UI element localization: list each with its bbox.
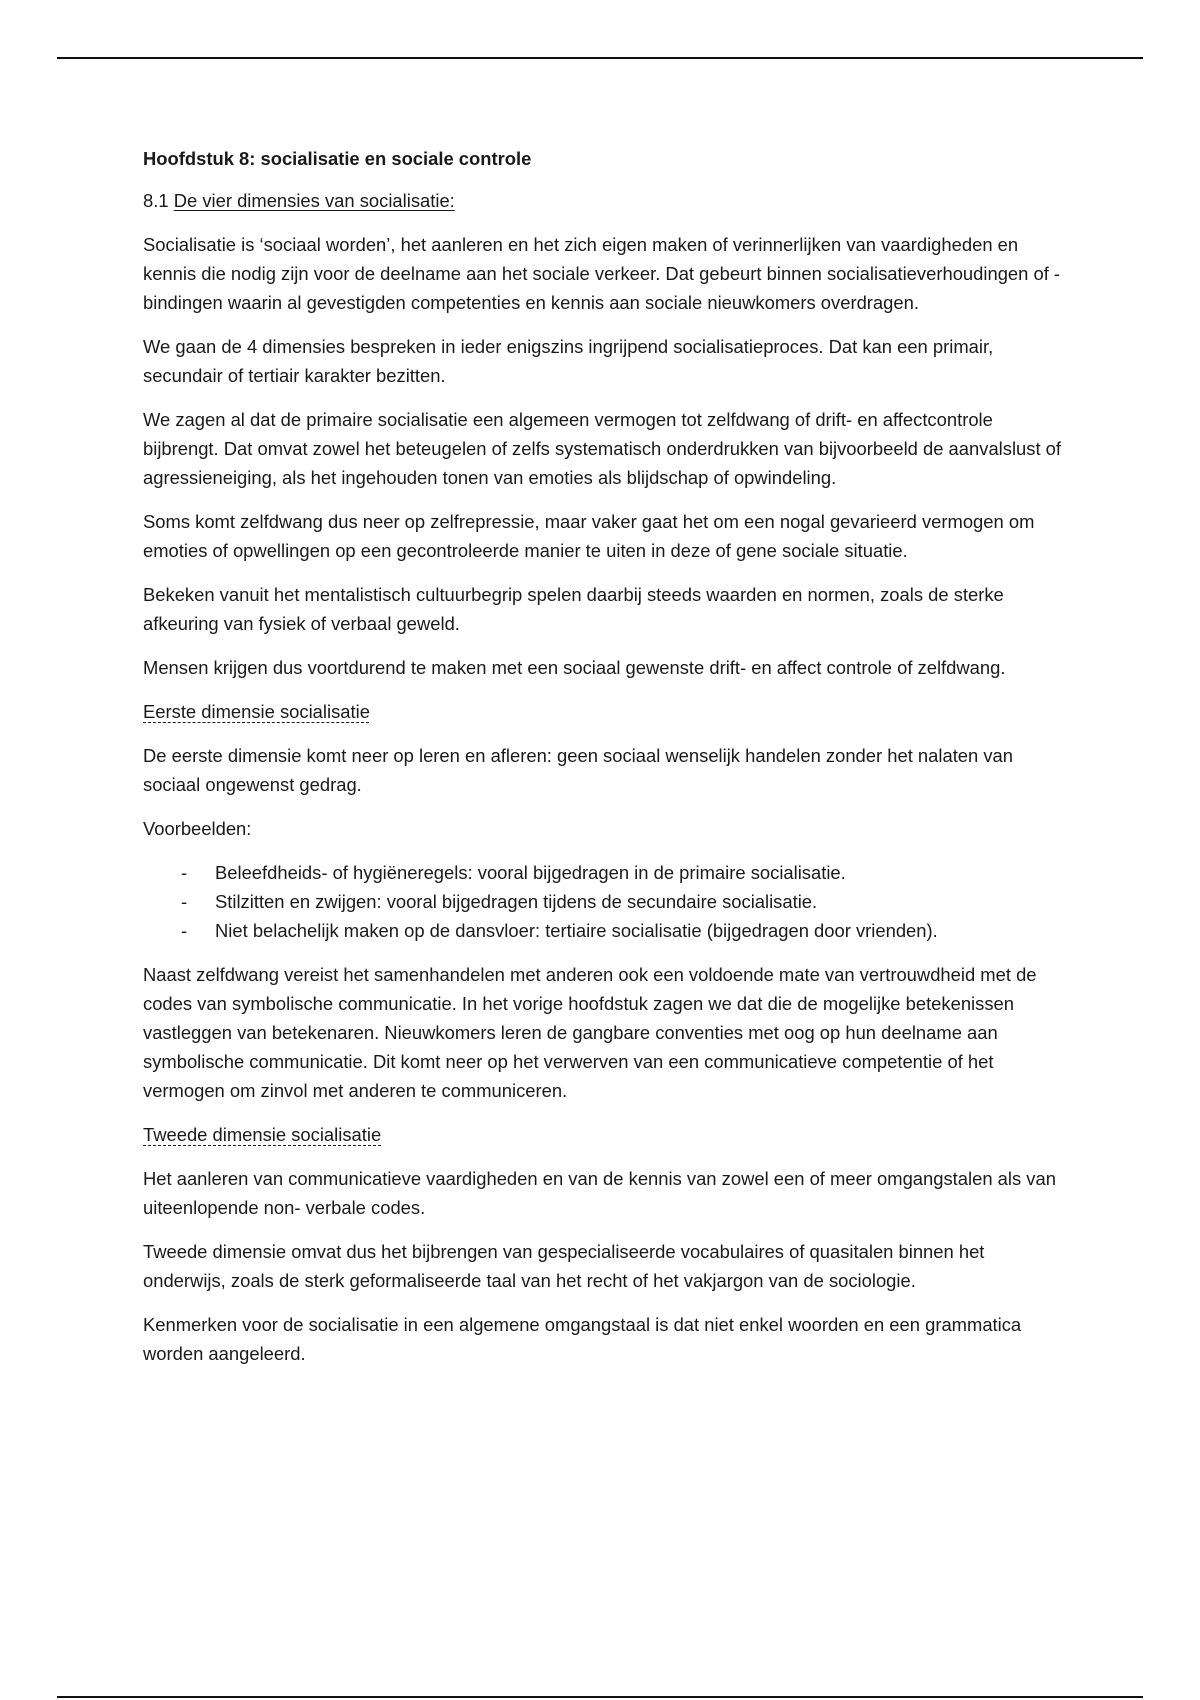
section-number: 8.1	[143, 190, 169, 211]
examples-list	[143, 858, 1063, 945]
list-item-text: Stilzitten en zwijgen: vooral bijgedragen tijdens de secundaire socialisatie.	[215, 891, 818, 912]
bullet-dash: -	[181, 862, 188, 883]
section-heading	[143, 186, 1063, 215]
document-body	[143, 144, 1063, 1383]
paragraph-communicative-skills: Het aanleren van communicatieve vaardigheden en van de kennis van zowel een of meer omgangstalen als van uiteenlopende non- verbale codes.	[143, 1168, 1056, 1218]
list-item	[143, 887, 1063, 916]
paragraph-specialised-vocabularies: Tweede dimensie omvat dus het bijbrengen van gespecialiseerde vocabulaires of quasitalen binnen het onderwijs, zoals de sterk geformaliseerde taal van het recht of het vakjargon van de sociologie.	[143, 1241, 985, 1291]
paragraph-communicative-competence: Naast zelfdwang vereist het samenhandelen met anderen ook een voldoende mate van vertrouwdheid met de codes van symbolische communicatie. In het vorige hoofdstuk zagen we dat die de mogelijke betekenissen vastleggen van betekenaren. Nieuwkomers leren de gangbare conventies met oog op hun deelname aan symbolische communicatie. Dit komt neer op het verwerven van een communicatieve competentie of het vermogen om zinvol met anderen te communiceren.	[143, 964, 1037, 1101]
first-dimension-heading-text: Eerste dimensie socialisatie	[143, 701, 370, 722]
bullet-dash: -	[181, 891, 188, 912]
second-dimension-heading	[143, 1120, 1063, 1149]
second-dimension-heading-text: Tweede dimensie socialisatie	[143, 1124, 382, 1145]
paragraph-mentalist-culture: Bekeken vanuit het mentalistisch cultuurbegrip spelen daarbij steeds waarden en normen, zoals de sterke afkeuring van fysiek of verbaal geweld.	[143, 584, 1004, 634]
paragraph-four-dimensions: We gaan de 4 dimensies bespreken in ieder enigszins ingrijpend socialisatieproces. Dat kan een primair, secundair of tertiair karakter bezitten.	[143, 336, 994, 386]
paragraph-self-restraint: Mensen krijgen dus voortdurend te maken met een sociaal gewenste drift- en affect controle of zelfdwang.	[143, 657, 1006, 678]
header-rule	[57, 57, 1143, 59]
paragraph-common-language: Kenmerken voor de socialisatie in een algemene omgangstaal is dat niet enkel woorden en een grammatica worden aangeleerd.	[143, 1314, 1022, 1364]
footer-rule	[57, 1696, 1143, 1698]
chapter-title: Hoofdstuk 8: socialisatie en sociale controle	[143, 148, 532, 169]
list-item-text: Beleefdheids- of hygiëneregels: vooral bijgedragen in de primaire socialisatie.	[215, 862, 846, 883]
bullet-dash: -	[181, 920, 188, 941]
examples-label: Voorbeelden:	[143, 818, 252, 839]
list-item	[143, 916, 1063, 945]
section-title: De vier dimensies van socialisatie:	[173, 190, 455, 211]
paragraph-self-repression: Soms komt zelfdwang dus neer op zelfrepressie, maar vaker gaat het om een nogal gevarieerd vermogen om emoties of opwellingen op een gecontroleerde manier te uiten in deze of gene sociale situatie.	[143, 511, 1035, 561]
paragraph-primary-socialisation: We zagen al dat de primaire socialisatie een algemeen vermogen tot zelfdwang of drift- en affectcontrole bijbrengt. Dat omvat zowel het beteugelen of zelfs systematisch onderdrukken van bijvoorbeeld de aanvalslust of agressieneiging, als het ingehouden tonen van emoties als blijdschap of opwindeling.	[143, 409, 1062, 488]
paragraph-first-dimension: De eerste dimensie komt neer op leren en afleren: geen sociaal wenselijk handelen zonder het nalaten van sociaal ongewenst gedrag.	[143, 745, 1014, 795]
list-item	[143, 858, 1063, 887]
first-dimension-heading	[143, 697, 1063, 726]
list-item-text: Niet belachelijk maken op de dansvloer: tertiaire socialisatie (bijgedragen door vrienden).	[215, 920, 938, 941]
paragraph-socialisatie-definition: Socialisatie is ‘sociaal worden’, het aanleren en het zich eigen maken of verinnerlijken van vaardigheden en kennis die nodig zijn voor de deelname aan het sociale verkeer. Dat gebeurt binnen socialisatieverhoudingen of -bindingen waarin al gevestigden competenties en kennis aan sociale nieuwkomers overdragen.	[143, 234, 1061, 313]
